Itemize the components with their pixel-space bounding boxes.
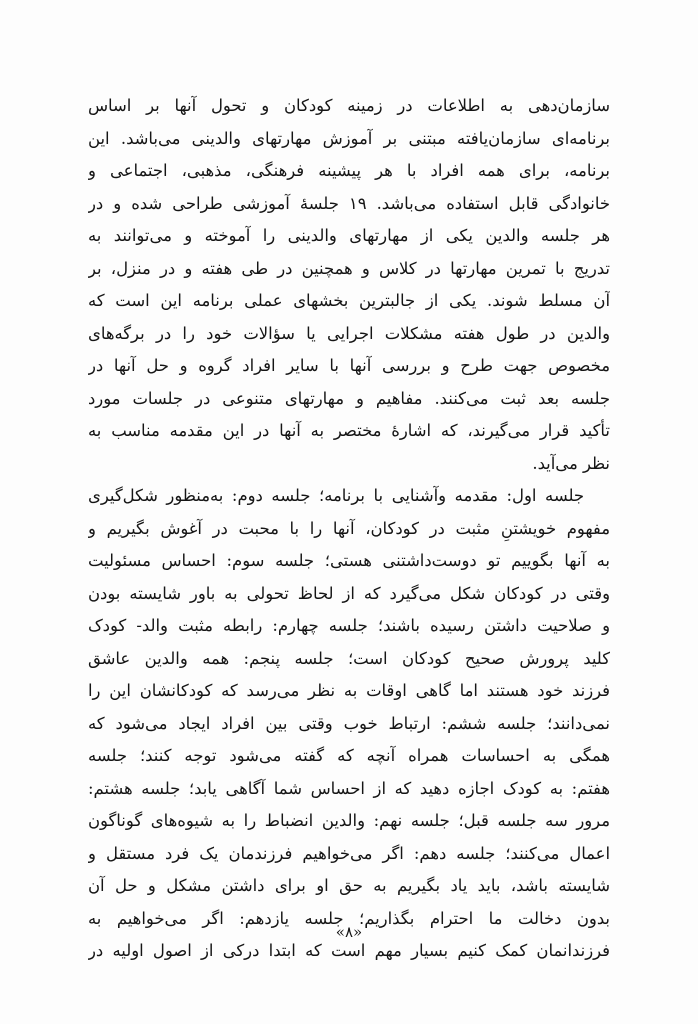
text-line: اعمال می‌کنند؛ جلسه دهم: اگر می‌خواهیم فرزندمان یک فرد مستقل و (88, 843, 610, 863)
text-line: تأکید قرار می‌گیرند، که اشارهٔ مختصر به آنها در این مقدمه مناسب به (88, 421, 610, 440)
text-line: سازمان‌دهی به اطلاعات در زمینه کودکان و تحول آنها بر اساس (88, 96, 610, 115)
text-line: شایسته باشد، باید یاد بگیریم به حق او برای داشتن مشکل و حل آن (88, 876, 610, 895)
text-line: جلسه اول: مقدمه وآشنایی با برنامه؛ جلسه دوم: به‌منظور شکل‌گیری (88, 486, 584, 505)
text-line: برنامه، برای همه افراد با هر پیشینه فرهنگی، مذهبی، اجتماعی و (88, 161, 610, 180)
text-line: هفتم: به کودک اجازه دهید که از احساس شما آگاهی یابد؛ جلسه هشتم: (88, 778, 610, 798)
text-line: کلید پرورش صحیح کودکان است؛ جلسه پنجم: همه والدین عاشق (88, 648, 610, 668)
text-line: هر جلسه والدین یکی از مهارتهای والدینی را آموخته و می‌توانند به (88, 226, 610, 245)
text-line: همگی به احساسات همراه آنچه که گفته می‌شود توجه کنند؛ جلسه (88, 746, 610, 765)
paragraph-sessions (88, 480, 610, 968)
text-line: به آنها بگوییم تو دوست‌داشتنی هستی؛ جلسه سوم: احساس مسئولیت (88, 551, 610, 570)
text-line: خانوادگی قابل استفاده می‌باشد. ۱۹ جلسهٔ آموزشی طراحی شده و در (88, 193, 610, 213)
text-line: والدین در طول هفته مشکلات اجرایی یا سؤالات خود را در برگه‌های (88, 323, 610, 343)
paragraph-introduction (88, 90, 610, 480)
text-line: فرزند خود هستند اما گاهی اوقات به نظر می‌رسد که کودکانشان این را (88, 681, 610, 700)
text-line: مخصوص جهت طرح و بررسی آنها با سایر افراد گروه و حل آنها در (88, 356, 610, 375)
text-line: مرور سه جلسه قبل؛ جلسه نهم: والدین انضباط را به شیوه‌های گوناگون (88, 811, 610, 830)
page-number: «۸» (335, 923, 363, 941)
text-line: برنامه‌ای سازمان‌یافته مبتنی بر آموزش مهارتهای والدینی می‌باشد. این (88, 128, 610, 148)
text-line: مفهوم خویشتنِ مثبت در کودکان، آنها را با محبت در آغوش بگیریم و (88, 518, 610, 538)
text-line: نظر می‌آید. (532, 453, 610, 473)
text-line: بدون دخالت ما احترام بگذاریم؛ جلسه یازدهم: اگر می‌خواهیم به (88, 908, 610, 928)
text-line: وقتی در کودکان شکل می‌گیرد که از لحاظ تحولی به باور شایسته بودن (88, 583, 610, 603)
text-line: آن مسلط شوند. یکی از جالبترین بخشهای عملی برنامه این است که (88, 291, 610, 310)
text-line: نمی‌دانند؛ جلسه ششم: ارتباط خوب وقتی بین افراد ایجاد می‌شود که (88, 713, 610, 733)
text-line: و صلاحیت داشتن رسیده باشند؛ جلسه چهارم: رابطه مثبت والد- کودک (88, 616, 610, 635)
text-line: تدریج با تمرین مهارتها در کلاس و همچنین در طی هفته و در منزل، بر (88, 258, 610, 278)
body-text (88, 90, 610, 968)
text-line: جلسه بعد ثبت می‌کنند. مفاهیم و مهارتهای متنوعی در جلسات مورد (88, 388, 610, 408)
text-line: فرزندانمان کمک کنیم بسیار مهم است که ابتدا درکی از اصول اولیه در (88, 941, 610, 960)
